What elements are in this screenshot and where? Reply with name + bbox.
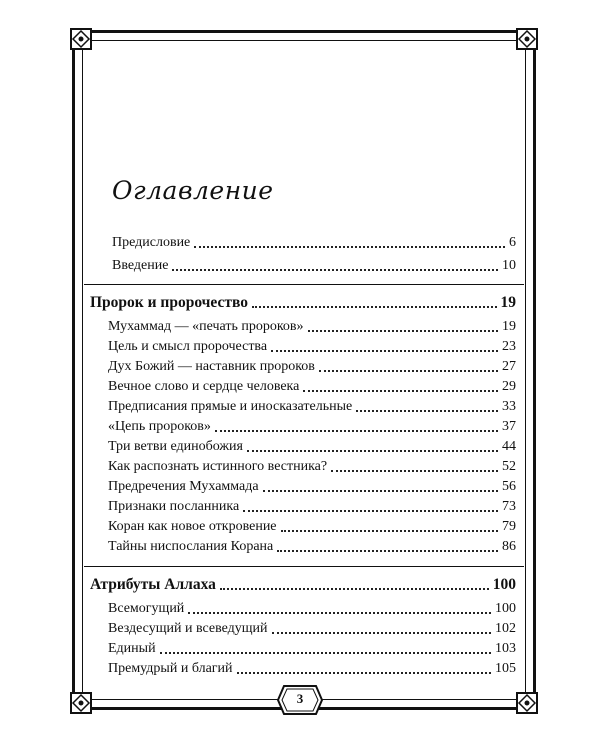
toc-entry[interactable] <box>108 318 516 336</box>
toc-entry-label: Предисловие <box>112 235 191 250</box>
toc-entry-label: Тайны ниспослания Корана <box>108 539 274 554</box>
leader-dots <box>319 370 498 372</box>
toc-entry-label: Три ветви единобожия <box>108 439 243 454</box>
toc-section-label: Атрибуты Аллаха <box>90 576 216 593</box>
leader-dots <box>271 350 498 352</box>
leader-dots <box>194 246 505 248</box>
toc-entry-page: 33 <box>502 399 516 414</box>
page-title: Оглавление <box>112 176 274 205</box>
toc-entry[interactable] <box>108 338 516 356</box>
toc-entry[interactable] <box>108 600 516 618</box>
toc-entry[interactable] <box>108 458 516 476</box>
toc-entry-label: «Цепь пророков» <box>108 419 211 434</box>
leader-dots <box>308 330 498 332</box>
toc-entry[interactable] <box>108 498 516 516</box>
toc-entry-label: Признаки посланника <box>108 499 240 514</box>
toc-entry-page: 19 <box>502 319 516 334</box>
toc-entry-page: 6 <box>509 235 516 250</box>
toc-entry-page: 27 <box>502 359 516 374</box>
page-number-badge <box>276 684 324 716</box>
leader-dots <box>252 306 497 308</box>
leader-dots <box>303 390 498 392</box>
toc-entry[interactable] <box>108 640 516 658</box>
toc-entry[interactable] <box>108 398 516 416</box>
toc-entry-page: 37 <box>502 419 516 434</box>
leader-dots <box>237 672 491 674</box>
toc-entry-page: 105 <box>495 661 516 676</box>
corner-ornament-icon <box>68 690 94 716</box>
toc-entry-page: 79 <box>502 519 516 534</box>
toc-section-heading[interactable] <box>90 576 516 594</box>
toc-entry-label: Всемогущий <box>108 601 185 616</box>
leader-dots <box>281 530 498 532</box>
corner-ornament-icon <box>514 26 540 52</box>
leader-dots <box>188 612 491 614</box>
toc-entry[interactable] <box>108 478 516 496</box>
toc-entry-label: Предречения Мухаммада <box>108 479 259 494</box>
toc-entry-page: 44 <box>502 439 516 454</box>
toc-entry-label: Введение <box>112 258 169 273</box>
toc-entry[interactable] <box>112 234 516 252</box>
toc-entry-label: Вездесущий и всеведущий <box>108 621 268 636</box>
section-divider <box>84 284 524 285</box>
toc-section-page: 100 <box>492 576 516 593</box>
toc-entry-label: Цель и смысл пророчества <box>108 339 268 354</box>
toc-entry[interactable] <box>108 660 516 678</box>
leader-dots <box>172 269 498 271</box>
toc-entry-page: 52 <box>502 459 516 474</box>
leader-dots <box>277 550 498 552</box>
toc-entry-page: 100 <box>495 601 516 616</box>
leader-dots <box>272 632 491 634</box>
toc-entry-label: Вечное слово и сердце человека <box>108 379 300 394</box>
toc-entry-label: Мухаммад — «печать пророков» <box>108 319 304 334</box>
toc-entry-page: 10 <box>502 258 516 273</box>
leader-dots <box>247 450 498 452</box>
corner-ornament-icon <box>68 26 94 52</box>
leader-dots <box>160 652 491 654</box>
page-number: 3 <box>296 691 304 706</box>
toc-section-label: Пророк и пророчество <box>90 294 248 311</box>
toc-section-page: 19 <box>500 294 516 311</box>
leader-dots <box>331 470 498 472</box>
leader-dots <box>215 430 498 432</box>
leader-dots <box>243 510 498 512</box>
toc-entry[interactable] <box>108 518 516 536</box>
corner-ornament-icon <box>514 690 540 716</box>
toc-entry[interactable] <box>108 438 516 456</box>
toc-entry-page: 102 <box>495 621 516 636</box>
toc-entry-label: Единый <box>108 641 156 656</box>
toc-entry[interactable] <box>108 378 516 396</box>
toc-entry[interactable] <box>108 538 516 556</box>
toc-entry[interactable] <box>112 257 516 275</box>
toc-entry-page: 56 <box>502 479 516 494</box>
toc-entry[interactable] <box>108 418 516 436</box>
toc-entry-page: 29 <box>502 379 516 394</box>
leader-dots <box>356 410 498 412</box>
toc-entry-label: Дух Божий — наставник пророков <box>108 359 315 374</box>
toc-entry-label: Коран как новое откровение <box>108 519 277 534</box>
toc-entry[interactable] <box>108 620 516 638</box>
toc-entry-page: 23 <box>502 339 516 354</box>
section-divider <box>84 566 524 567</box>
toc-entry-label: Премудрый и благий <box>108 661 233 676</box>
toc-entry-page: 103 <box>495 641 516 656</box>
toc-entry-page: 73 <box>502 499 516 514</box>
toc-section-heading[interactable] <box>90 294 516 312</box>
toc-entry-label: Предписания прямые и иносказательные <box>108 399 353 414</box>
leader-dots <box>263 490 498 492</box>
toc-entry-label: Как распознать истинного вестника? <box>108 459 328 474</box>
toc-entry-page: 86 <box>502 539 516 554</box>
toc-entry[interactable] <box>108 358 516 376</box>
leader-dots <box>220 588 489 590</box>
